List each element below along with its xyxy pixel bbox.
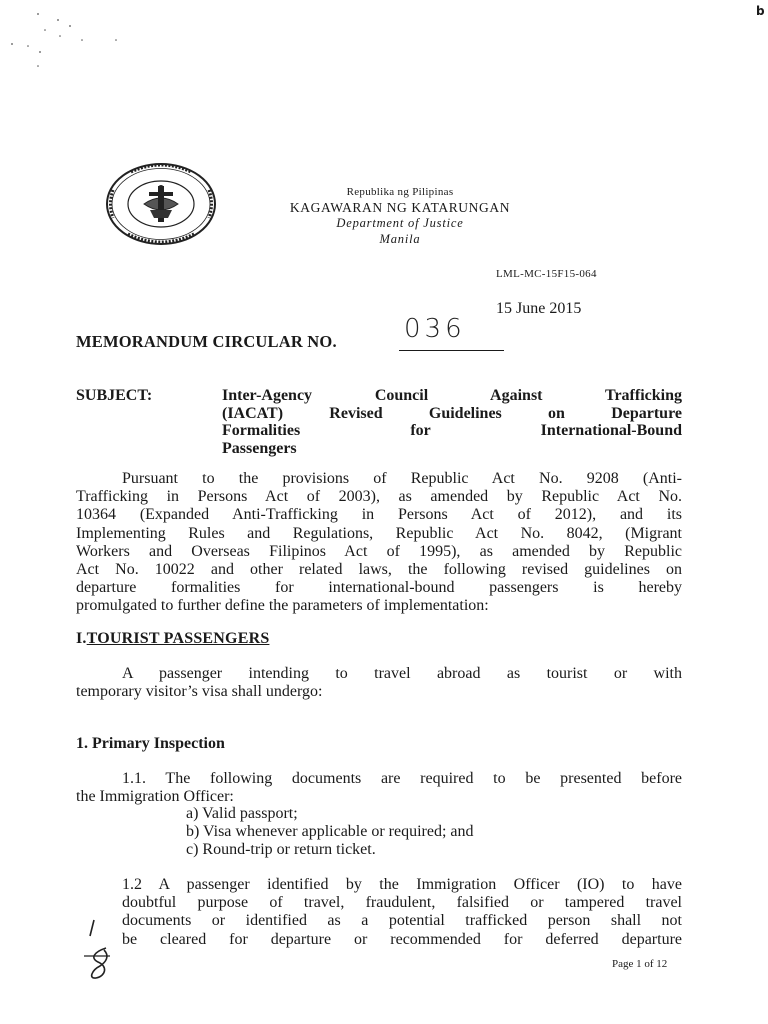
paragraph-line: 1.2 A passenger identified by the Immigration Officer (IO) to have xyxy=(122,876,682,893)
document-date: 15 June 2015 xyxy=(496,300,582,317)
paragraph-line: Workers and Overseas Filipinos Act of 1995), as amended by Republic xyxy=(76,542,682,560)
list-item: c) Round-trip or return ticket. xyxy=(186,841,376,858)
page-number: Page 1 of 12 xyxy=(612,958,668,970)
subject-line: Formalities for International-Bound xyxy=(222,422,682,439)
paragraph-line: Trafficking in Persons Act of 2003), as amended by Republic Act No. xyxy=(76,488,682,506)
memo-number: 036 xyxy=(404,314,466,344)
corner-mark: b xyxy=(756,4,765,18)
scan-specks xyxy=(0,0,140,80)
item-1-1 xyxy=(76,770,682,806)
paragraph-line: Pursuant to the provisions of Republic Act No. 9208 (Anti- xyxy=(122,470,682,487)
paragraph-line: doubtful purpose of travel, fraudulent, falsified or tampered travel xyxy=(122,894,682,912)
memo-title: MEMORANDUM CIRCULAR NO. xyxy=(76,332,337,351)
paragraph-line: Implementing Rules and Regulations, Republic Act No. 8042, (Migrant xyxy=(76,524,682,542)
subject-line: Inter-Agency Council Against Trafficking xyxy=(222,387,682,404)
reference-code: LML-MC-15F15-064 xyxy=(496,268,597,280)
letterhead-country: Republika ng Pilipinas xyxy=(346,186,454,198)
subsection-heading: 1. Primary Inspection xyxy=(76,735,225,752)
section-title: TOURIST PASSENGERS xyxy=(86,630,270,647)
paragraph-line: 10364 (Expanded Anti-Trafficking in Persons Act of 2012), and its xyxy=(76,506,682,524)
paragraph-line: be cleared for departure or recommended for deferred departure xyxy=(122,930,682,948)
subject-line: Passengers xyxy=(222,439,297,457)
paragraph-line: documents or identified as a potential trafficked person shall not xyxy=(122,912,682,930)
letterhead-department-en: Department of Justice xyxy=(336,216,464,230)
paragraph-line: A passenger intending to travel abroad as tourist or with xyxy=(122,665,682,682)
paragraph-line: temporary visitor’s visa shall undergo: xyxy=(76,683,323,701)
letterhead-department: KAGAWARAN NG KATARUNGAN xyxy=(289,200,511,215)
item-1-2 xyxy=(76,876,682,949)
section-heading xyxy=(76,630,269,648)
paragraph-line: the Immigration Officer: xyxy=(76,788,234,805)
intro-paragraph xyxy=(76,470,682,616)
paragraph-line: Act No. 10022 and other related laws, the following revised guidelines on xyxy=(76,561,682,579)
paragraph-line: 1.1. The following documents are required to be presented before xyxy=(122,770,682,787)
list-item: b) Visa whenever applicable or required; and xyxy=(186,823,474,840)
subject-text xyxy=(222,387,682,457)
paragraph-line: departure formalities for international-bound passengers is hereby xyxy=(76,579,682,597)
handwritten-initial-signature xyxy=(80,912,116,982)
letterhead-city: Manila xyxy=(379,232,421,246)
doj-seal-logo xyxy=(104,162,218,246)
section-number: I. xyxy=(76,630,87,647)
list-item: a) Valid passport; xyxy=(186,805,298,822)
subject-line: (IACAT) Revised Guidelines on Departure xyxy=(222,404,682,422)
subject-label: SUBJECT: xyxy=(76,387,153,404)
memo-number-underline xyxy=(399,350,504,351)
section-paragraph xyxy=(76,665,682,701)
paragraph-line: promulgated to further define the parameters of implementation: xyxy=(76,597,489,615)
